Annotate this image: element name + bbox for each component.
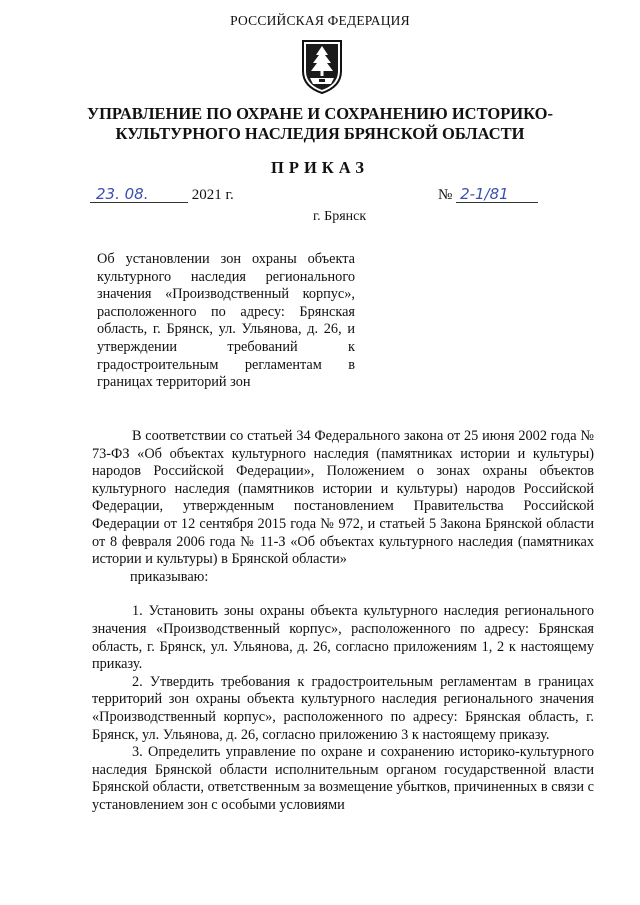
order-date <box>90 186 234 204</box>
number-sign: № <box>438 187 453 203</box>
authority-name <box>0 104 640 144</box>
order-body <box>92 428 594 814</box>
order-item-1: 1. Установить зоны охраны объекта культурного наследия регионального значения «Производственный корпус», расположенного по адресу: Брянская область, г. Брянск, ул. Ульянова, д. 26, согласно приложениям 1, 2 к настоящему приказу. <box>92 603 594 673</box>
authority-line-2: КУЛЬТУРНОГО НАСЛЕДИЯ БРЯНСКОЙ ОБЛАСТИ <box>115 124 525 143</box>
city-label: г. Брянск <box>313 209 367 224</box>
handwritten-number: 2-1/81 <box>456 186 538 203</box>
year-suffix: 2021 г. <box>191 187 234 203</box>
bryansk-coat-of-arms-icon <box>300 38 344 94</box>
order-item-3: 3. Определить управление по охране и сохранению историко-культурного наследия Брянской области исполнительным органом государственной власти Брянской области, ответственным за возмещение убытков, причиненных в связи с установлением зон с особыми условиями <box>92 744 594 813</box>
order-number <box>438 186 538 204</box>
order-verb: приказываю: <box>130 568 209 585</box>
preamble-paragraph: В соответствии со статьей 34 Федерального закона от 25 июня 2002 года № 73-ФЗ «Об объектах культурного наследия (памятниках истории и культуры) народов Российской Федерации», Положением о зонах охраны объектов культурного наследия (памятников истории и культуры) народов Российской Федерации, утвержденным постановлением Правительства Российской Федерации от 12 сентября 2015 года № 972, и статьей 5 Закона Брянской области от 8 февраля 2006 года № 11-З «Об объектах культурного наследия (памятниках истории и культуры) в Брянской области» <box>92 428 594 568</box>
document-type-title: ПРИКАЗ <box>271 158 369 177</box>
authority-line-1: УПРАВЛЕНИЕ ПО ОХРАНЕ И СОХРАНЕНИЮ ИСТОРИКО- <box>86 104 553 123</box>
order-item-2: 2. Утвердить требования к градостроительным регламентам в границах территорий зон охраны объекта культурного наследия регионального значения «Производственный корпус», расположенного по адресу: Брянская область, г. Брянск, ул. Ульянова, д. 26, согласно приложению 3 к настоящему приказу. <box>92 673 594 743</box>
handwritten-date: 23. 08. <box>90 186 188 203</box>
country-heading: РОССИЙСКАЯ ФЕДЕРАЦИЯ <box>230 13 410 28</box>
order-subject: Об установлении зон охраны объекта культурного наследия регионального значения «Производственный корпус», расположенного по адресу: Брянская область, г. Брянск, ул. Ульянова, д. 26, и утверждении требований к градостроительным регламентам в границах территорий зон <box>97 251 355 391</box>
